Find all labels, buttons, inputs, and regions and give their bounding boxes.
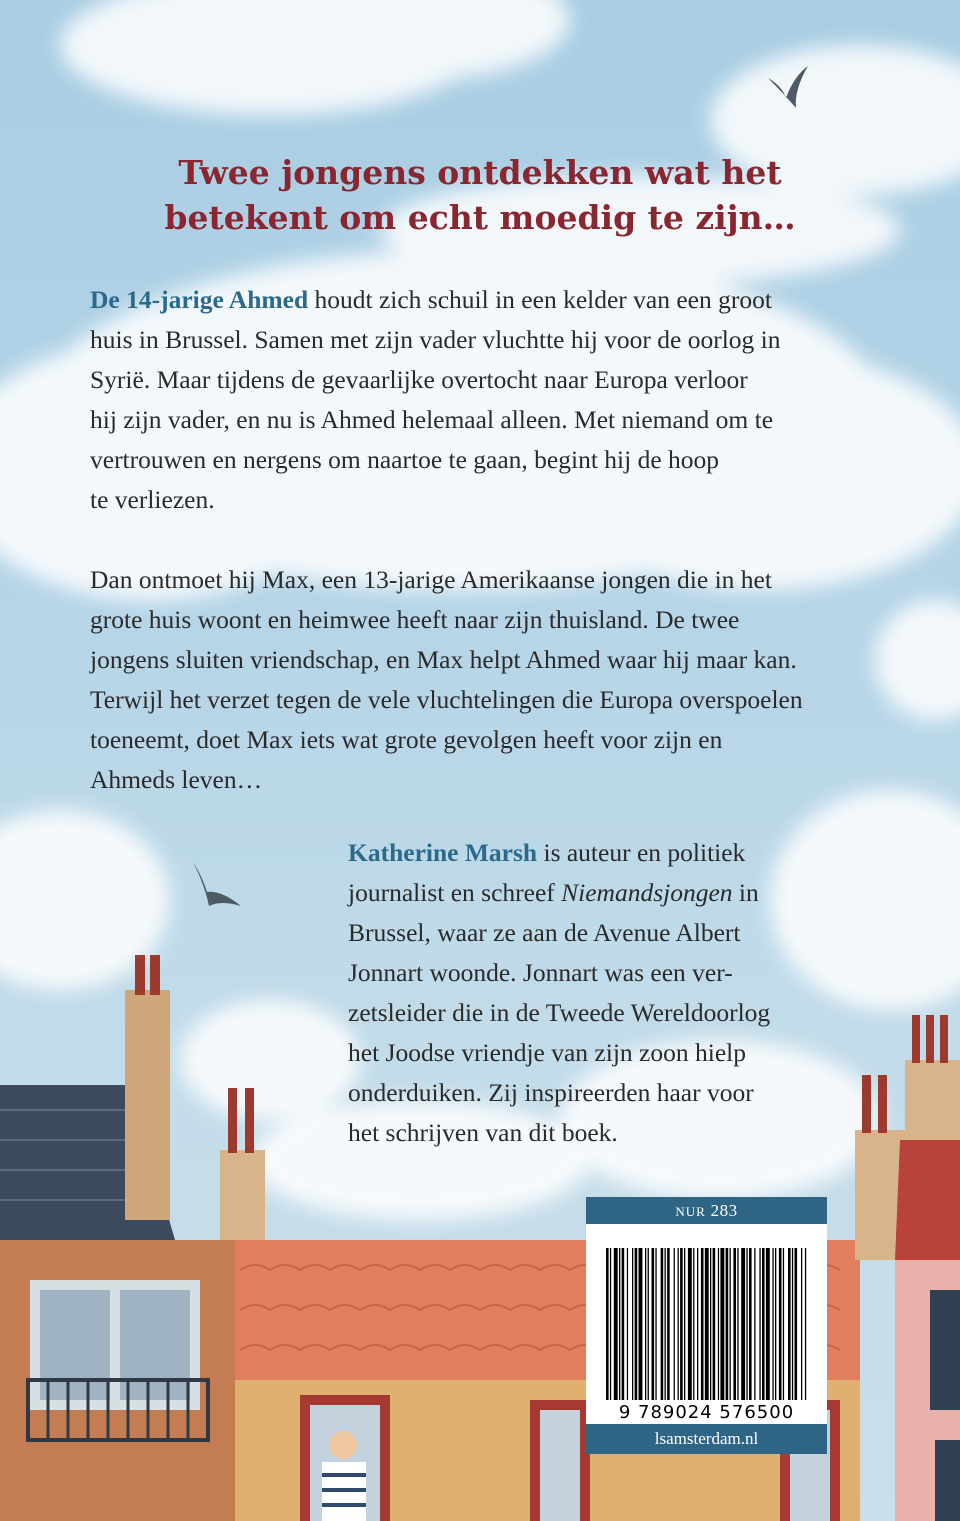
blurb-paragraph-1 [90,280,880,520]
barcode-bar [693,1248,694,1400]
barcode-bar [667,1248,670,1400]
barcode-bar [741,1248,745,1400]
nur-prefix: NUR [675,1204,706,1219]
blurb-line: Terwijl het verzet tegen de vele vluchtelingen die Europa overspoelen [90,685,803,714]
blurb-highlight: De 14-jarige Ahmed [90,285,309,314]
barcode-bar [726,1248,729,1400]
blurb-line: te verliezen. [90,485,215,514]
barcode-bar [655,1248,656,1400]
barcode-bar [713,1248,716,1400]
bio-line: het schrijven van dit boek. [348,1118,618,1147]
bio-line: Jonnart woonde. Jonnart was een ver- [348,958,733,987]
barcode-bar [684,1248,685,1400]
barcode-bar [801,1248,802,1400]
barcode-bar [805,1248,806,1400]
barcode-bar [762,1248,765,1400]
website-label: lsamsterdam.nl [586,1424,827,1454]
barcode-bar [788,1248,791,1400]
blurb-line: grote huis woont en heimwee heeft naar zijn thuisland. De twee [90,605,740,634]
blurb-line: hij zijn vader, en nu is Ahmed helemaal alleen. Met niemand om te [90,405,774,434]
nur-label [586,1197,827,1224]
barcode-bar [622,1248,625,1400]
author-bio [348,833,818,1153]
barcode-bar [746,1248,747,1400]
bio-line: Brussel, waar ze aan de Avenue Albert [348,918,741,947]
barcode-bar [697,1248,698,1400]
bio-line: in [732,878,759,907]
barcode-bar [648,1248,649,1400]
author-name: Katherine Marsh [348,838,538,867]
bio-line: onderduiken. Zij inspireerden haar voor [348,1078,754,1107]
blurb-line: Dan ontmoet hij Max, een 13-jarige Amerikaanse jongen die in het [90,565,772,594]
barcode-bar [614,1248,618,1400]
barcode-bar [754,1248,755,1400]
barcode-block [586,1197,827,1454]
blurb-line: Ahmeds leven… [90,765,263,794]
barcode-bar [665,1248,666,1400]
tagline-line-1: Twee jongens ontdekken wat het [178,153,782,192]
blurb-line: jongens sluiten vriendschap, en Max helpt Ahmed waar hij maar kan. [90,645,797,674]
barcode-bar [792,1248,793,1400]
blurb-line: toeneemt, doet Max iets wat grote gevolgen heeft voor zijn en [90,725,723,754]
blurb-line: huis in Brussel. Samen met zijn vader vluchtte hij voor de oorlog in [90,325,781,354]
blurb-paragraph-2 [90,560,880,800]
bio-line: het Joodse vriendje van zijn zoon hielp [348,1038,746,1067]
barcode-bar [759,1248,760,1400]
blurb-line: houdt zich schuil in een kelder van een groot [308,285,772,314]
barcode-bar [783,1248,784,1400]
barcode-bar [619,1248,620,1400]
barcode-bar [737,1248,738,1400]
barcode-bar [701,1248,704,1400]
tagline-line-2: betekent om echt moedig te zijn… [164,198,796,237]
barcode-bar [645,1248,646,1400]
barcode-bar [627,1248,628,1400]
bio-line: journalist en schreef [348,878,562,907]
barcode-bar [635,1248,638,1400]
barcode-bar [749,1248,752,1400]
barcode-bar [680,1248,683,1400]
bio-line: zetsleider die in de Tweede Wereldoorlog [348,998,771,1027]
barcode-bar [652,1248,655,1400]
barcode-bar [730,1248,731,1400]
barcode-bar [720,1248,724,1400]
barcode-icon [606,1248,807,1400]
barcode-bar [688,1248,692,1400]
blurb-line: Syrië. Maar tijdens de gevaarlijke overtocht naar Europa verloor [90,365,748,394]
isbn-number: 9 789024 576500 [618,1402,795,1423]
barcode-bar [678,1248,679,1400]
blurb-line: vertrouwen en nergens om naartoe te gaan, begint hij de hoop [90,445,720,474]
nur-number: 283 [710,1201,738,1220]
barcode-bar [766,1248,770,1400]
barcode-bar [795,1248,798,1400]
barcode-bar [606,1248,609,1400]
barcode-bar [772,1248,773,1400]
barcode-bar [661,1248,664,1400]
barcode-bar [775,1248,776,1400]
barcode-bar [733,1248,736,1400]
barcode-bar [674,1248,675,1400]
bio-line: is auteur en politiek [537,838,746,867]
barcode-bar [779,1248,782,1400]
barcode-bar [610,1248,611,1400]
barcode-area [586,1224,827,1424]
tagline [0,150,960,240]
barcode-bar [639,1248,643,1400]
barcode-bar [705,1248,709,1400]
barcode-bar [710,1248,711,1400]
barcode-bar [632,1248,633,1400]
book-title: Niemandsjongen [561,878,733,907]
barcode-bar [718,1248,719,1400]
